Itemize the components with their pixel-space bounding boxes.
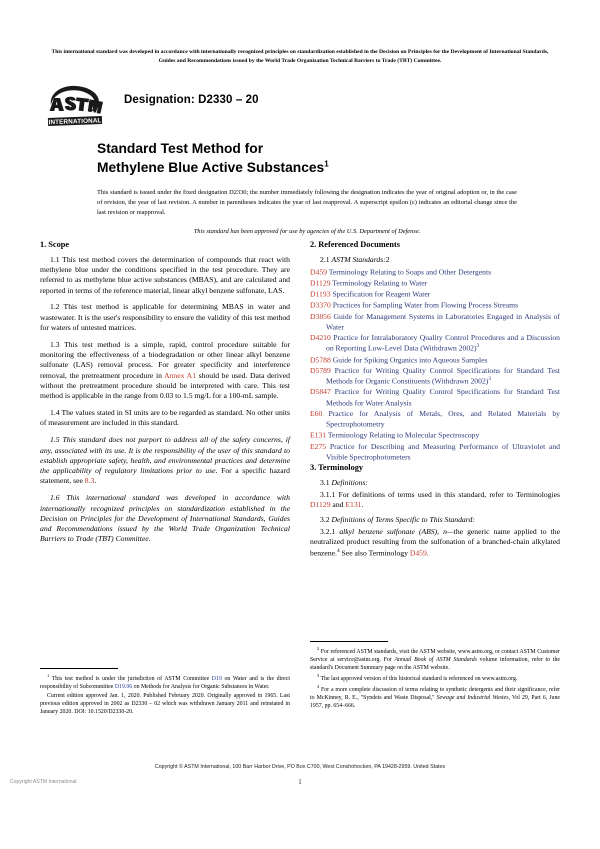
title-line-1: Standard Test Method for <box>97 141 264 156</box>
footnote-3-marker: 3 <box>317 673 320 679</box>
footnote-4-part-b: , Vol 29, Part 6, June 1957, pp. 654–666. <box>310 694 560 710</box>
link-d459[interactable]: D459 <box>409 548 427 558</box>
paragraph-1-4: 1.4 The values stated in SI units are to be regarded as standard. No other units of measurement are included in this standard. <box>40 408 290 428</box>
link-section-8-3[interactable]: 8.3 <box>84 476 95 486</box>
reference-desc: Practice for Describing and Measuring Performance of Ultraviolet and Visible Spectrophotometers <box>326 441 560 462</box>
footnotes-right <box>310 641 560 711</box>
s311-mid: and <box>330 500 346 510</box>
subheading-definitions-specific <box>310 515 560 525</box>
reference-id[interactable]: D5789 <box>310 365 331 375</box>
designation-label: Designation: D2330 – 20 <box>124 94 259 106</box>
section-heading-terminology: 3. Terminology <box>310 463 364 473</box>
s311-end: . <box>361 500 364 510</box>
astm-logo-icon <box>44 84 106 130</box>
reference-id[interactable]: D459 <box>310 267 327 277</box>
reference-id[interactable]: D3370 <box>310 300 331 310</box>
paragraph-1-1: 1.1 This test method covers the determination of compounds that react with methylene blue under the conditions specified in the test procedure. They are referred to as methylene blue active substances (MBAS), and are calculated and reported in terms of the reference material, linear alkyl benzene sulfonate, LAS. <box>40 254 290 295</box>
p15-plain-part: For a specific hazard statement, see <box>40 466 291 486</box>
footnote-1-marker: 1 <box>47 673 50 678</box>
issued-under-note: This standard is issued under the fixed designation D2330; the number immediately following the designation indicates the year of original adoption or, in the case of revision, the year of last revision. A number in parentheses indicates the year of last reapproval. A superscript epsilon (ε) indicates an editorial change since the last revision or reapproval. <box>97 189 517 216</box>
p15-italic-part: 1.5 This standard does not purport to address all of the safety concerns, if any, associated with its use. It is the responsibility of the user of this standard to establish appropriate safety, health, and environmental practices and determine the applicability of regulatory limitations prior to use. <box>40 435 290 476</box>
footnote-1-part-b: on Water and is the direct responsibility of Subcommittee <box>40 675 290 691</box>
footnote-divider <box>310 641 388 642</box>
referenced-documents-list <box>310 267 560 463</box>
s321-footnote-marker: 4 <box>336 547 340 554</box>
reference-id[interactable]: D3856 <box>310 311 331 321</box>
reference-desc: Specification for Reagent Water <box>332 289 431 299</box>
footnote-2-marker: 2 <box>317 646 320 651</box>
link-d19-06[interactable]: D19.06 <box>114 684 133 691</box>
paragraph-1-5 <box>40 435 290 486</box>
reference-desc: Terminology Relating to Soaps and Other Detergents <box>328 267 492 277</box>
dod-approval-note: This standard has been approved for use by agencies of the U.S. Department of Defense. <box>193 228 421 236</box>
wto-banner-text: This international standard was developed in accordance with internationally recognized principles on standardization established in the Decision on Principles for the Development of International Standards, Guides and Recommendations issued by the World Trade Organization Technical Barriers to Trade (TBT) Committee. <box>51 49 549 64</box>
footnote-divider <box>40 668 118 669</box>
s321-end: . <box>426 548 429 558</box>
footnote-4-italic: Sewage and Industrial Wastes <box>436 694 509 701</box>
reference-desc: Guide for Spiking Organics into Aqueous Samples <box>332 355 488 365</box>
reference-id[interactable]: D4210 <box>310 333 331 343</box>
paragraph-1-6: 1.6 This international standard was developed in accordance with internationally recognized principles on standardization established in the Decision on Principles for the Development of International Standards, Guides and Recommendations issued by the World Trade Organization Technical Barriers to Trade (TBT) Committee. <box>40 493 290 544</box>
s311-part-a: 3.1.1 For definitions of terms used in this standard, refer to Terminologies <box>320 489 560 499</box>
footnote-4 <box>310 684 560 711</box>
footnote-4-marker: 4 <box>317 683 320 689</box>
footnote-2-part-b: volume information, refer to the standard's Document Summary page on the ASTM website. <box>310 657 560 672</box>
reference-desc: Guide for Management Systems in Laboratories Engaged in Analysis of Water <box>326 311 560 332</box>
reference-id[interactable]: D5788 <box>310 355 331 365</box>
s32-italic-text: Definitions of Terms Specific to This Standard: <box>331 515 475 525</box>
page-title <box>97 139 517 177</box>
link-d19[interactable]: D19 <box>211 675 222 682</box>
copyright-watermark: Copyright ASTM International <box>10 779 77 785</box>
reference-id[interactable]: E275 <box>310 441 327 451</box>
reference-id[interactable]: D1193 <box>310 289 331 299</box>
subheading-italic-text: ASTM Standards: <box>331 254 386 264</box>
paragraph-1-2: 1.2 This test method is applicable for determining MBAS in water and wastewater. It is the user's responsibility to ensure the validity of this test method for waters of untested matrices. <box>40 302 290 333</box>
footnote-3-text: The last approved version of this historical standard is referenced on www.astm.org. <box>319 676 518 683</box>
s321-part-b: See also Terminology <box>339 548 410 558</box>
reference-item[interactable] <box>310 312 560 333</box>
reference-item[interactable] <box>310 409 560 430</box>
p13-part-a: 1.3 This test method is a simple, rapid, control procedure suitable for monitoring the effectiveness of a biodegradation or other linear alkyl benzene sulfonate (LAS) removal process. For greater specificity and interference removal, the pretreatment procedure in <box>40 339 290 380</box>
reference-desc: Practice for Intralaboratory Quality Control Procedures and a Discussion on Reporting Low-Level Data (Withdrawn 2002) <box>326 333 560 353</box>
footnote-2 <box>310 646 560 673</box>
page-number: 1 <box>298 778 302 786</box>
subheading-astm-standards <box>310 255 560 265</box>
p15-end: . <box>94 476 97 486</box>
s31-italic-text: Definitions: <box>331 477 368 487</box>
subheading-footnote-marker: 2 <box>385 254 390 264</box>
subheading-number: 2.1 <box>320 254 332 264</box>
svg-text:INTERNATIONAL: INTERNATIONAL <box>48 117 102 127</box>
reference-item[interactable] <box>310 333 560 354</box>
title-footnote-marker: 1 <box>324 159 329 169</box>
reference-desc: Practice for Analysis of Metals, Ores, and Related Materials by Spectrophotometry <box>326 408 561 429</box>
reference-sup: 3 <box>476 343 480 350</box>
reference-item[interactable] <box>310 278 560 289</box>
reference-item[interactable] <box>310 430 560 441</box>
s31-number: 3.1 <box>320 477 332 487</box>
reference-item[interactable] <box>310 366 560 387</box>
footnote-2-part-a: For referenced ASTM standards, visit the ASTM website, www.astm.org, or contact ASTM Customer Service at service@astm.org. For <box>310 648 560 664</box>
section-heading-scope: 1. Scope <box>40 240 70 249</box>
copyright-notice: Copyright © ASTM International, 100 Barr Harbor Drive, PO Box C700, West Conshohocken, PA 19428-2959. United States <box>154 764 446 770</box>
document-header <box>44 84 556 130</box>
footnote-2-italic: Annual Book of ASTM Standards <box>394 657 477 664</box>
footnote-1-part-a: This test method is under the jurisdiction of ASTM Committee <box>49 675 212 682</box>
s321-term: alkyl benzene sulfonate (ABS), n— <box>339 527 454 537</box>
paragraph-3-1-1 <box>310 490 560 511</box>
left-column <box>40 240 290 551</box>
reference-id[interactable]: E131 <box>310 430 327 440</box>
reference-id[interactable]: D5847 <box>310 387 331 397</box>
paragraph-1-3 <box>40 340 290 402</box>
link-e131[interactable]: E131 <box>345 500 362 510</box>
reference-id[interactable]: D1129 <box>310 278 331 288</box>
title-line-2: Methylene Blue Active Substances <box>97 160 325 176</box>
s32-number: 3.2 <box>320 515 332 525</box>
reference-item[interactable] <box>310 267 560 278</box>
reference-item[interactable] <box>310 442 560 463</box>
reference-item[interactable] <box>310 387 560 408</box>
subheading-definitions <box>310 478 560 488</box>
right-column <box>310 240 560 564</box>
reference-desc: Terminology Relating to Water <box>332 278 428 288</box>
reference-desc: Terminology Relating to Molecular Spectroscopy <box>327 430 480 440</box>
link-annex-a1[interactable]: Annex A1 <box>164 370 197 380</box>
footnote-1-part-c: on Methods for Analysis for Organic Substances in Water. <box>132 684 270 691</box>
reference-desc: Practice for Writing Quality Control Specifications for Standard Test Methods for Organic Constituents (Withdrawn 2002) <box>326 365 560 386</box>
footnote-3 <box>310 673 560 683</box>
paragraph-3-2-1 <box>310 527 560 558</box>
reference-item[interactable] <box>310 355 560 366</box>
s321-part-a: the generic name applied to the neutralized product resulting from the sulfonation of a branched-chain alkylated benzene. <box>310 527 560 558</box>
p13-part-b: should be used. Data derived without the pretreatment procedure should be interpreted with care. This test method is applicable in the range from 0.03 to 1.5 mg/L for a 100-mL sample. <box>40 370 290 401</box>
footnote-4-part-a: For a more complete discussion of terms relating to synthetic detergents and their significance, refer to McKinney, R. E., "Syndets and Waste Disposal," <box>310 686 560 701</box>
reference-desc: Practices for Sampling Water from Flowing Process Streams <box>332 300 519 310</box>
footnotes-left <box>40 668 290 717</box>
reference-id[interactable]: E60 <box>310 408 323 418</box>
section-heading-referenced-documents: 2. Referenced Documents <box>310 240 400 249</box>
title-block <box>97 139 517 237</box>
s321-number: 3.2.1 <box>320 527 340 537</box>
reference-desc: Practice for Writing Quality Control Specifications for Standard Test Methods for Water Analysis <box>326 387 560 408</box>
reference-sup: 3 <box>488 376 492 383</box>
reference-item[interactable] <box>310 289 560 300</box>
link-d1129[interactable]: D1129 <box>310 500 331 510</box>
reference-item[interactable] <box>310 300 560 311</box>
footnote-edition-info: Current edition approved Jan. 1, 2020. Published February 2020. Originally approved in 1965. Last previous edition approved in 2002 as D2330 – 02 which was withdrawn January 2011 and reinstated in January 2020. DOI: 10.1520/D2330-20. <box>40 692 290 716</box>
footnote-1 <box>40 673 290 691</box>
